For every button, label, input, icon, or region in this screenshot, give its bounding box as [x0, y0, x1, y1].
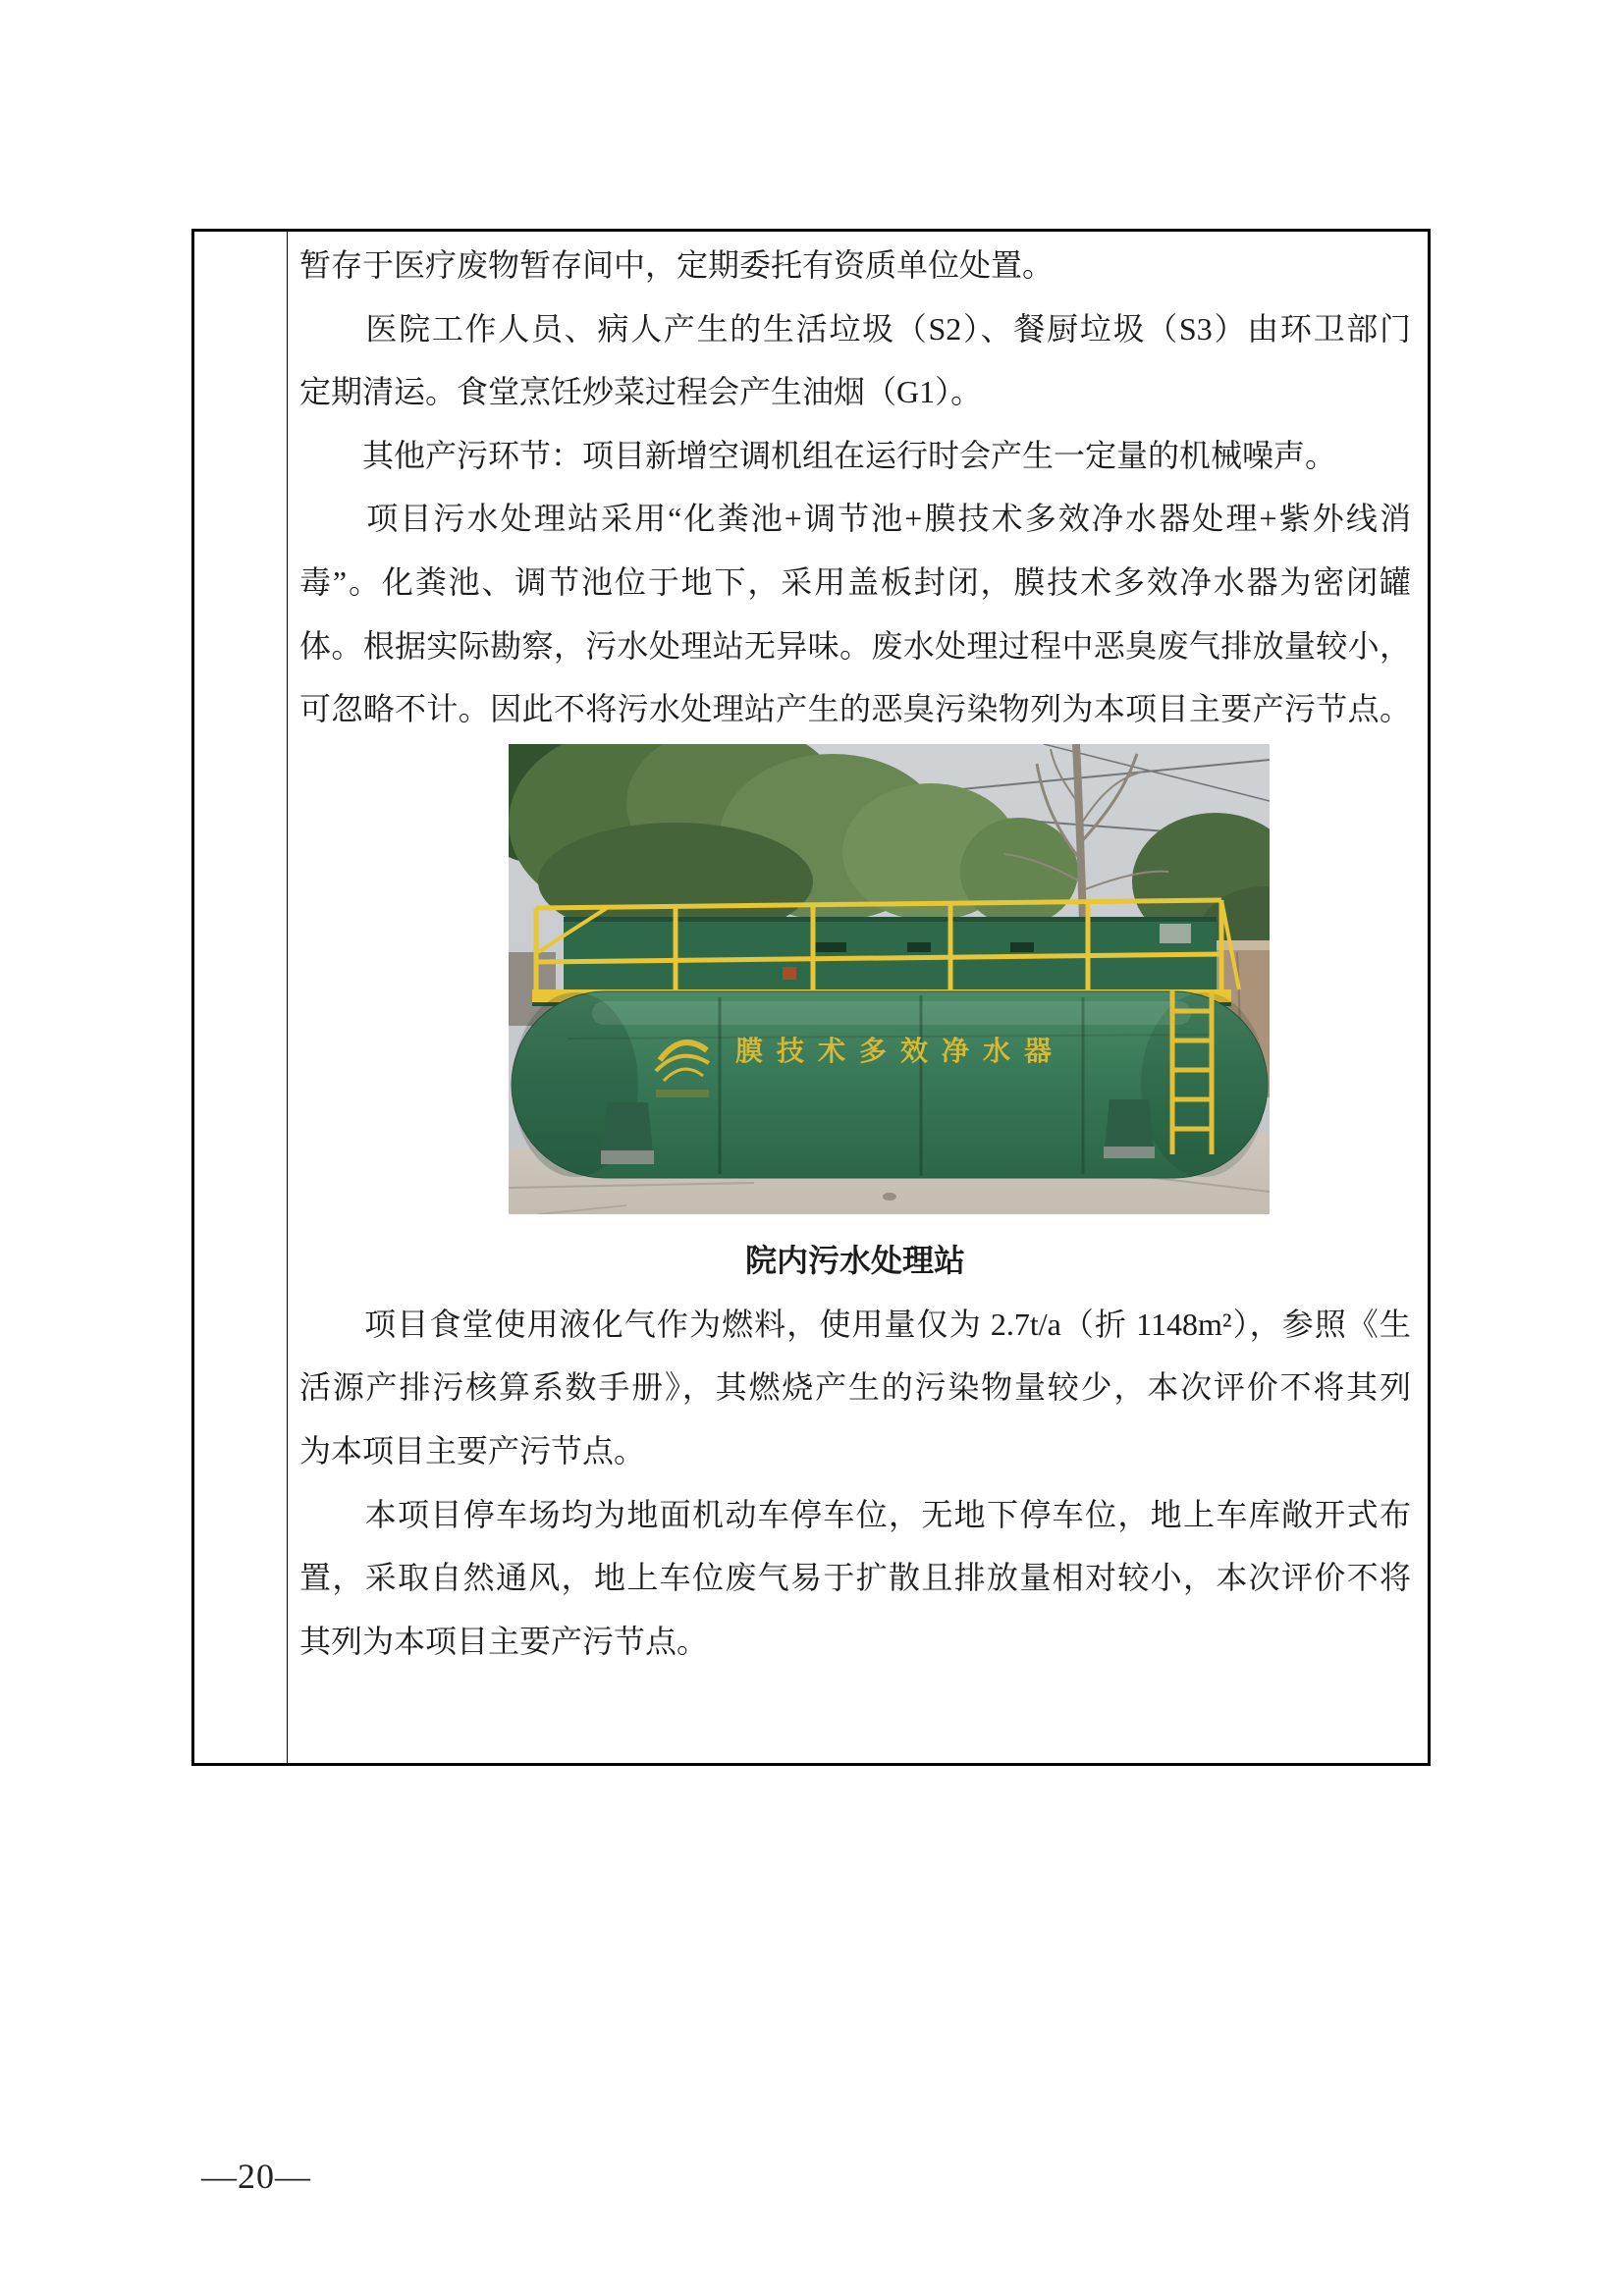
document-table [191, 229, 1431, 1766]
paragraph-line: 为本项目主要产污节点。 [299, 1432, 646, 1468]
paragraph-line: 项目食堂使用液化气作为燃料，使用量仅为 2.7t/a（折 1148m²），参照《生 [299, 1306, 1411, 1342]
paragraph-line: 医院工作人员、病人产生的生活垃圾（S2）、餐厨垃圾（S3）由环卫部门 [299, 310, 1411, 347]
red-object [783, 967, 796, 980]
table-text-cell [288, 232, 1428, 1763]
paragraph-line: 项目污水处理站采用“化粪池+调节池+膜技术多效净水器处理+紫外线消 [299, 501, 1411, 537]
page-number: —20— [201, 2157, 311, 2196]
paragraph-line: 可忽略不计。因此不将污水处理站产生的恶臭污染物列为本项目主要产污节点。 [299, 691, 1411, 727]
paragraph-line: 活源产排污核算系数手册》，其燃烧产生的污染物量较少，本次评价不将其列 [299, 1369, 1411, 1406]
table-stub-cell [194, 232, 288, 1763]
paragraph-line: 定期清运。食堂烹饪炒菜过程会产生油烟（G1）。 [299, 374, 983, 410]
paragraph-line: 体。根据实际勘察，污水处理站无异味。废水处理过程中恶臭废气排放量较小， [299, 627, 1411, 664]
paragraph-line: 本项目停车场均为地面机动车停车位，无地下停车位，地上车库敞开式布 [299, 1496, 1411, 1532]
paragraph-line: 毒”。化粪池、调节池位于地下，采用盖板封闭，膜技术多效净水器为密闭罐 [299, 563, 1411, 600]
paragraph-line: 暂存于医疗废物暂存间中，定期委托有资质单位处置。 [299, 247, 1055, 283]
sewage-station-photo [509, 744, 1270, 1214]
paragraph-line: 置，采取自然通风，地上车位废气易于扩散且排放量相对较小，本次评价不将 [299, 1560, 1411, 1596]
photo-caption: 院内污水处理站 [744, 1242, 965, 1278]
paragraph-line: 其列为本项目主要产污节点。 [299, 1623, 709, 1659]
paragraph-line: 其他产污环节：项目新增空调机组在运行时会产生一定量的机械噪声。 [299, 437, 1337, 473]
tank-label: 膜技术多效净水器 [735, 1036, 1066, 1067]
